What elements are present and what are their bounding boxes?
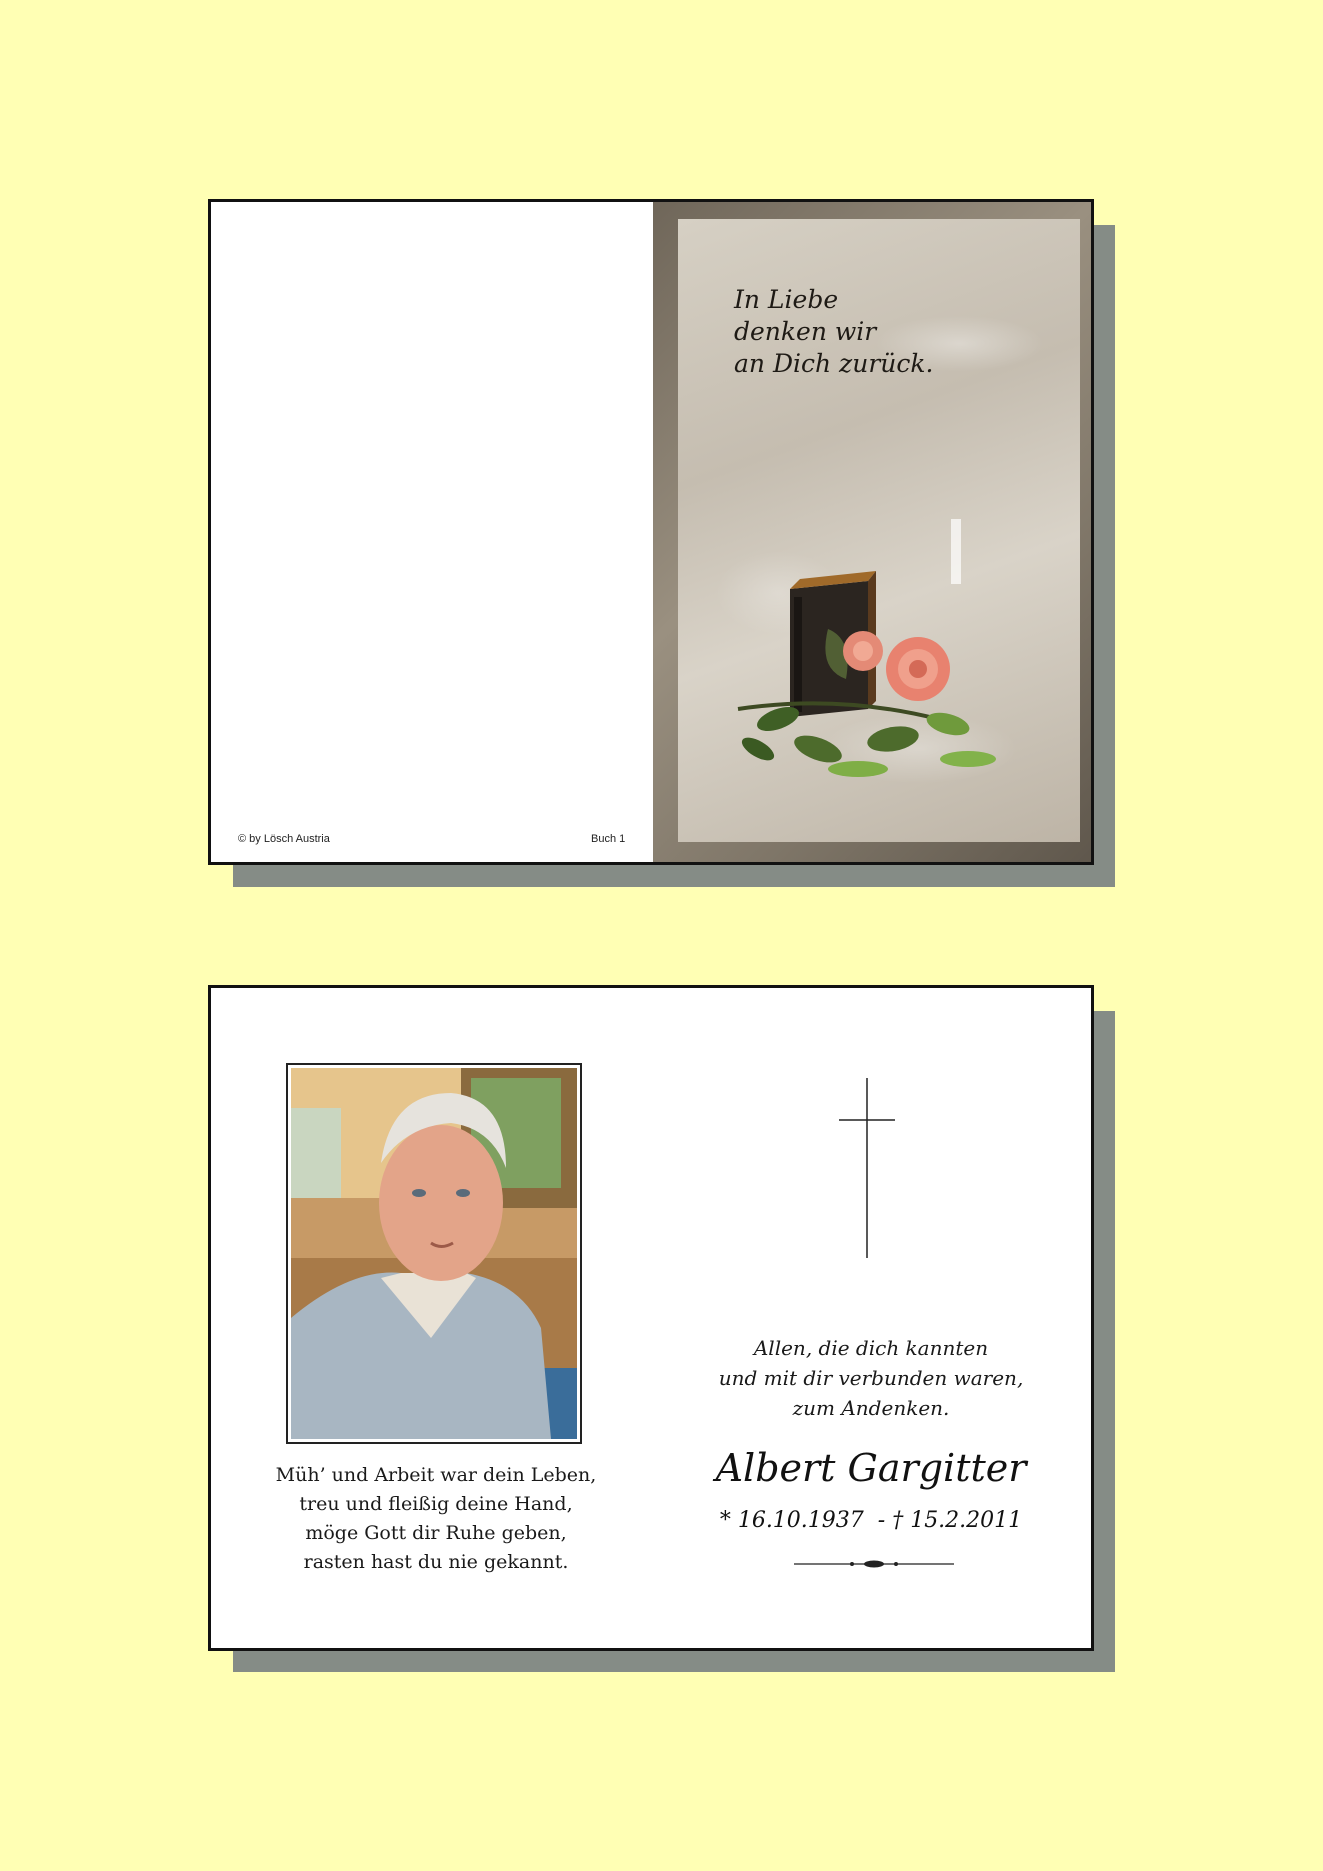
poem-line: möge Gott dir Ruhe geben,	[305, 1522, 567, 1544]
poem-line: Müh’ und Arbeit war dein Leben,	[275, 1464, 597, 1486]
poem-line: treu und fleißig deine Hand,	[299, 1493, 573, 1515]
front-verse-line: denken wir	[734, 317, 877, 346]
dedication-line: zum Andenken.	[792, 1396, 950, 1420]
dedication	[671, 1333, 1071, 1423]
front-verse	[734, 284, 933, 380]
card-inside	[208, 985, 1094, 1651]
leaves-icon	[738, 702, 996, 777]
poem	[241, 1461, 631, 1577]
life-dates: * 16.10.1937 - † 15.2.2011	[719, 1508, 1023, 1533]
ornament-divider-icon	[794, 1558, 954, 1570]
cross-icon	[839, 1078, 895, 1258]
front-verse-line: an Dich zurück.	[734, 349, 934, 378]
portrait-photo	[291, 1068, 577, 1439]
card-outside	[208, 199, 1094, 865]
glowing-cross-icon	[886, 519, 1026, 584]
card-front-cover	[653, 202, 1094, 862]
portrait-frame	[286, 1063, 582, 1444]
dedication-line: und mit dir verbunden waren,	[718, 1366, 1024, 1390]
marble-panel	[678, 219, 1080, 842]
front-verse-line: In Liebe	[734, 285, 839, 314]
bible-roses-illustration	[718, 519, 1058, 819]
model-label: Buch 1	[591, 833, 626, 845]
copyright-text: © by Lösch Austria	[238, 833, 330, 845]
dedication-line: Allen, die dich kannten	[753, 1336, 989, 1360]
poem-line: rasten hast du nie gekannt.	[303, 1551, 569, 1573]
deceased-name: Albert Gargitter	[715, 1446, 1027, 1490]
